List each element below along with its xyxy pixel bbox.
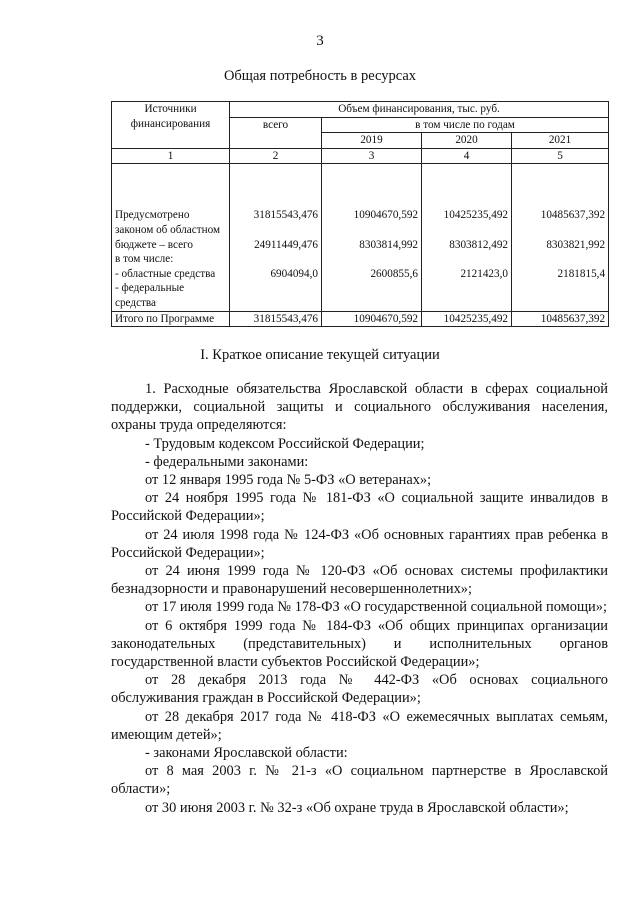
value-cell: 8303812,492 — [449, 238, 508, 251]
paragraph: от 28 декабря 2017 года № 418-ФЗ «О ежемесячных выплатах семьям, имеющим детей»; — [111, 708, 608, 743]
table-header-row — [112, 102, 609, 118]
row-label-including: в том числе: — [115, 253, 174, 266]
header-year: 2021 — [512, 133, 609, 149]
value-cell: 10904670,592 — [353, 209, 418, 222]
paragraph: от 8 мая 2003 г. № 21-з «О социальном партнерстве в Ярославской области»; — [111, 763, 608, 798]
column-number: 2 — [230, 148, 322, 164]
paragraph: - федеральными законами: — [145, 453, 309, 470]
row-label-regional: - областные средства — [115, 267, 216, 280]
year-2020-values — [422, 164, 512, 311]
value-cell: 8303814,992 — [359, 238, 418, 251]
row-label-federal: - федеральные средства — [115, 282, 185, 309]
column-number-row — [112, 148, 609, 164]
value-cell: 2600855,6 — [370, 267, 418, 280]
year-2019-values — [322, 164, 422, 311]
section-heading: I. Краткое описание текущей ситуации — [200, 347, 440, 363]
year-2021-values — [512, 164, 609, 311]
column-number: 3 — [322, 148, 422, 164]
page-number: 3 — [316, 33, 324, 49]
value-cell: 31815543,476 — [230, 311, 322, 327]
body-text — [111, 380, 608, 817]
header-total: всего — [230, 117, 322, 148]
value-cell: 31815543,476 — [253, 209, 318, 222]
paragraph: - законами Ярославской области: — [145, 745, 348, 762]
value-cell: 2181815,4 — [557, 267, 606, 280]
value-cell: 6904094,0 — [270, 267, 318, 280]
paragraph: от 6 октября 1999 года № 184-ФЗ «Об общих принципах организации законодательных (представительных) и исполнительных органов государственной власти субъектов Российской Федерации»; — [111, 617, 608, 671]
resources-table — [111, 101, 609, 327]
row-label-total: Итого по Программе — [112, 311, 230, 327]
row-label-budget: Предусмотрено законом об областном бюджете – всего — [115, 209, 221, 251]
paragraph: от 24 ноября 1995 года № 181-ФЗ «О социальной защите инвалидов в Российской Федерации»; — [111, 490, 608, 525]
value-cell: 10485637,392 — [540, 209, 606, 222]
row-label — [112, 164, 230, 311]
paragraph: от 30 июня 2003 г. № 32-з «Об охране труда в Ярославской области»; — [145, 799, 569, 816]
column-number: 4 — [422, 148, 512, 164]
table-title: Общая потребность в ресурсах — [223, 68, 417, 84]
paragraph: - Трудовым кодексом Российской Федерации; — [145, 435, 425, 452]
table-row — [112, 164, 609, 311]
value-cell: 24911449,476 — [254, 238, 318, 251]
value-cell: 8303821,992 — [546, 238, 606, 251]
paragraph: от 24 июня 1999 года № 120-ФЗ «Об основах системы профилактики безнадзорности и правонарушений несовершеннолетних»; — [111, 563, 608, 598]
column-number: 1 — [112, 148, 230, 164]
value-cell: 10904670,592 — [322, 311, 422, 327]
header-volume: Объем финансирования, тыс. руб. — [230, 102, 609, 118]
value-cell: 10485637,392 — [512, 311, 609, 327]
paragraph: 1. Расходные обязательства Ярославской области в сферах социальной поддержки, социальной защиты и социального обслуживания населения, охраны труда определяются: — [111, 381, 608, 434]
header-source: Источники финансирования — [112, 102, 230, 149]
value-cell: 10425235,492 — [443, 209, 508, 222]
paragraph: от 24 июля 1998 года № 124-ФЗ «Об основных гарантиях прав ребенка в Российской Федерации»; — [111, 526, 608, 561]
value-cell: 10425235,492 — [422, 311, 512, 327]
header-year: 2020 — [422, 133, 512, 149]
header-year: 2019 — [322, 133, 422, 149]
paragraph: от 12 января 1995 года № 5-ФЗ «О ветеранах»; — [145, 472, 432, 489]
table-row-total — [112, 311, 609, 327]
value-cell: 2121423,0 — [460, 267, 508, 280]
total-values — [230, 164, 322, 311]
column-number: 5 — [512, 148, 609, 164]
header-by-years: в том числе по годам — [322, 117, 609, 133]
paragraph: от 28 декабря 2013 года № 442-ФЗ «Об основах социального обслуживания граждан в Российской Федерации»; — [111, 672, 608, 707]
paragraph: от 17 июля 1999 года № 178-ФЗ «О государственной социальной помощи»; — [145, 599, 607, 616]
